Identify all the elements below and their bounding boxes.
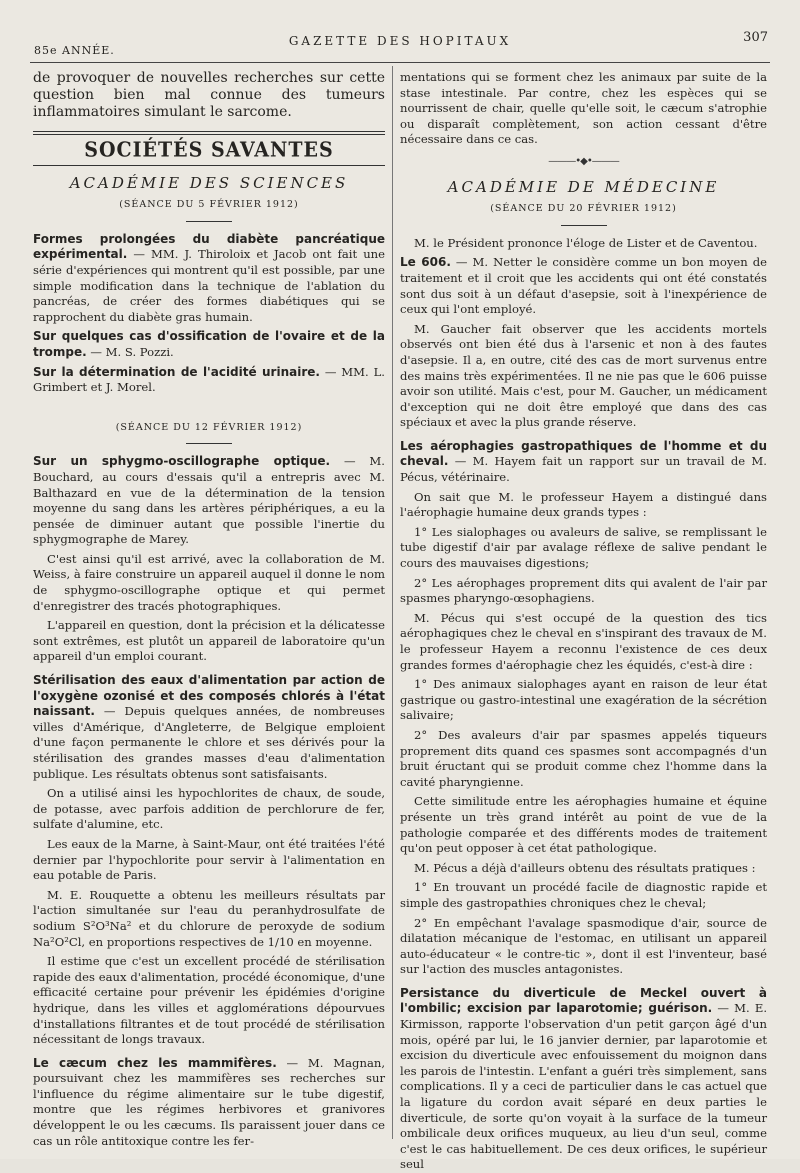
- article-ossification: [33, 329, 385, 360]
- paragraph: Cette similitude entre les aérophagies humaine et équine présente un très grand intérêt au point de vue de la pathologie comparée et des différents modes de traitement qu'on peut opposer à cet état pathologique.: [400, 794, 767, 856]
- article-text: — Depuis quelques années, de nombreuses villes d'Amérique, d'Angleterre, de Belgique emploient d'une façon permanente le chlore et ses dérivés pour la stérilisation des grandes masses d'eau d'alimentation publique. Les résultats obtenus sont satisfaisants.: [33, 704, 385, 781]
- article-title: Sur la détermination de l'acidité urinaire.: [33, 364, 320, 379]
- article-sphygmo: [33, 454, 385, 548]
- paragraph: 2° Des avaleurs d'air par spasmes appelés tiqueurs proprement dits quand ces spasmes sont accompagnés d'un bruit éructant qui se produit comme chez l'homme dans la cavité pharyngienne.: [400, 727, 767, 789]
- paragraph: Il estime que c'est un excellent procédé de stérilisation rapide des eaux d'alimentation, procédé économique, d'une efficacité certaine pour prévenir les épidémies d'origine hydrique, dans les villes et agglomérations dépourvues d'installations filtrantes et de tout procédé de stérilisation nécessitant de longs travaux.: [33, 954, 385, 1047]
- article-text: — M. E. Kirmisson, rapporte l'observation d'un petit garçon âgé d'un mois, opéré par lui, le 16 janvier dernier, par laparotomie et excision du diverticule avec enfouissement du moignon dans les parois de l'intestin. L'enfant a guéri très simplement, sans complications. Il y a ceci de particulier dans le cas actuel que la ligature du cordon avait séparé en deux parties le diverticule, de sorte qu'on voyait à la surface de la tumeur ombilicale deux orifices muqueux, au lieu d'un seul, comme c'est le cas habituellement. De ces deux orifices, le supérieur seul: [400, 1001, 768, 1172]
- paragraph: Les eaux de la Marne, à Saint-Maur, ont été traitées l'été dernier par l'hypochlorite pour servir à l'alimentation en eau potable de Paris.: [33, 836, 385, 883]
- journal-title: GAZETTE DES HOPITAUX: [288, 34, 512, 48]
- seance-heading: (SÉANCE DU 12 FÉVRIER 1912): [115, 421, 303, 433]
- article-text: — MM. L. Grimbert et J. Morel.: [33, 364, 385, 395]
- paragraph: 1° Des animaux sialophages ayant en raison de leur état gastrique ou gastro-intestinal une exagération de la sécrétion salivaire;: [400, 677, 767, 723]
- article-text: — M. Netter le considère comme un bon moyen de traitement et il croit que les accidents qui ont été constatés sont dus soit à un défaut d'asepsie, soit à l'inexpérience de ceux qui l'ont employé.: [400, 255, 768, 317]
- article-606: [400, 255, 767, 317]
- paragraph: M. Pécus a déjà d'ailleurs obtenu des résultats pratiques :: [414, 860, 756, 875]
- article-meckel: [400, 986, 767, 1173]
- left-column: [33, 70, 386, 1148]
- page-number: 307: [743, 30, 768, 45]
- paragraph: 1° En trouvant un procédé facile de diagnostic rapide et simple des gastropathies chroniques chez le cheval;: [400, 880, 767, 910]
- paragraph: 2° En empêchant l'avalage spasmodique d'air, source de dilatation mécanique de l'estomac, en utilisant un appareil auto-éducateur « le contre-tic », dont il est l'inventeur, basé sur l'action des muscles antagonistes.: [400, 915, 767, 977]
- president-paragraph: M. le Président prononce l'éloge de Lister et de Caventou.: [414, 235, 758, 250]
- seance-heading: (SÉANCE DU 20 FÉVRIER 1912): [490, 203, 677, 215]
- section-title: SOCIÉTÉS SAVANTES: [84, 137, 334, 163]
- intro-paragraph: de provoquer de nouvelles recherches sur cette question bien mal connue des tumeurs inflammatoires simulant le sarcome.: [33, 70, 385, 120]
- article-caecum: [33, 1056, 385, 1150]
- article-text: — M. Magnan, poursuivant chez les mammifères ses recherches sur l'influence du régime alimentaire sur le tube digestif, montre que les régimes herbivores et granivores développent le ou les cæcums. Ils paraissent jouer dans ce cas un rôle antitoxique contre les fer-: [33, 1055, 386, 1148]
- article-title: Formes prolongées du diabète pancréatique expérimental.: [33, 231, 385, 262]
- short-rule: [561, 225, 607, 226]
- paragraph: L'appareil en question, dont la précision et la délicatesse sont extrêmes, est plutôt un appareil de laboratoire qu'un appareil d'un emploi courant.: [33, 618, 385, 664]
- article-text: — MM. J. Thiroloix et Jacob ont fait une série d'expériences qui montrent qu'il est possible, par une simple modification dans la technique de l'ablation du pancréas, de créer des formes diabétiques qui se rapprochent du diabète gras humain.: [33, 247, 385, 324]
- article-text: — M. Hayem fait un rapport sur un travail de M. Pécus, vétérinaire.: [400, 454, 767, 485]
- edition-label: 85e ANNÉE.: [34, 44, 115, 57]
- article-title: Les aérophagies gastropathiques de l'homme et du cheval.: [400, 438, 767, 469]
- article-title: Sur quelques cas d'ossification de l'ovaire et de la trompe.: [33, 329, 385, 359]
- article-title: Le 606.: [400, 255, 451, 270]
- academy-medecine-title: ACADÉMIE DE MÉDECINE: [447, 177, 720, 196]
- column-divider: [392, 66, 393, 1139]
- article-title: Le cæcum chez les mammifères.: [33, 1055, 277, 1070]
- ornament-divider: ———•◆•———: [548, 155, 619, 167]
- paragraph: M. Pécus qui s'est occupé de la question des tics aérophagiques chez le cheval en s'inspirant des travaux de M. le professeur Hayem a reconnu l'existence de ces deux grandes formes d'aérophagie chez les équidés, c'est-à dire :: [400, 610, 767, 672]
- article-text: — M. Bouchard, au cours d'essais qu'il a entrepris avec M. Balthazard en vue de la détermination de la tension moyenne du sang dans les artères périphériques, a eu la pensée de diminuer autant que possible l'inertie du sphygmographe de Marey.: [33, 454, 385, 547]
- article-acidite: [33, 365, 385, 396]
- article-sterilisation: [33, 673, 385, 782]
- section-rule-bottom: [33, 165, 385, 166]
- paragraph: 2° Les aérophages proprement dits qui avalent de l'air par spasmes pharyngo-œsophagiens.: [400, 575, 767, 606]
- paragraph: M. E. Rouquette a obtenu les meilleurs résultats par l'action simultanée sur l'eau du peranhydrosulfate de sodium S²O³Na² et du chlorure de peroxyde de sodium Na²O²Cl, en proportions respectives de 1/10 en moyenne.: [33, 887, 385, 949]
- article-title: Stérilisation des eaux d'alimentation par action de l'oxygène ozonisé et des composés chlorés à l'état naissant.: [33, 673, 385, 719]
- short-rule: [186, 443, 232, 444]
- paragraph: On a utilisé ainsi les hypochlorites de chaux, de soude, de potasse, avec parfois addition de perchlorure de fer, sulfate d'alumine, etc.: [33, 786, 385, 832]
- page-header: [30, 26, 770, 64]
- header-rule: [30, 62, 770, 63]
- paragraph: On sait que M. le professeur Hayem a distingué dans l'aérophagie humaine deux grands types :: [400, 489, 767, 520]
- right-column: [400, 70, 768, 1172]
- article-text: — M. S. Pozzi.: [86, 344, 174, 359]
- paragraph: C'est ainsi qu'il est arrivé, avec la collaboration de M. Weiss, à faire construire un appareil auquel il donne le nom de sphygmo-oscillographe optique et qui permet d'enregistrer des tracés photographiques.: [33, 551, 385, 613]
- academy-sciences-title: ACADÉMIE DES SCIENCES: [69, 173, 349, 192]
- paragraph: M. Gaucher fait observer que les accidents mortels observés ont bien été dus à l'arsenic et non à des fautes d'asepsie. Il a, en outre, cité des cas de mort survenus entre des mains très expérimentées. Il ne nie pas que le 606 puisse avoir son utilité. Mais c'est, pour M. Gaucher, un médicament d'exception qui ne doit être employé que dans des cas spéciaux et avec la plus grande réserve.: [400, 321, 767, 430]
- article-aerophagies: [400, 439, 767, 486]
- paragraph: 1° Les sialophages ou avaleurs de salive, se remplissant le tube digestif d'air par avalage réflexe de salive pendant le cours des mauvaises digestions;: [400, 524, 767, 571]
- article-title: Persistance du diverticule de Meckel ouvert à l'ombilic; excision par laparotomie; guérison.: [400, 985, 767, 1016]
- short-rule: [186, 221, 232, 222]
- article-formes-prolongees: [33, 232, 385, 326]
- section-rule: [33, 131, 385, 135]
- seance-heading: (SÉANCE DU 5 FÉVRIER 1912): [119, 199, 299, 211]
- continuation-paragraph: mentations qui se forment chez les animaux par suite de la stase intestinale. Par contre, chez les espèces qui se nourrissent de chair, quelle qu'elle soit, le cæcum s'atrophie ou disparaît complètement, son action cessant d'être nécessaire dans ce cas.: [400, 70, 767, 147]
- article-title: Sur un sphygmo-oscillographe optique.: [33, 454, 331, 469]
